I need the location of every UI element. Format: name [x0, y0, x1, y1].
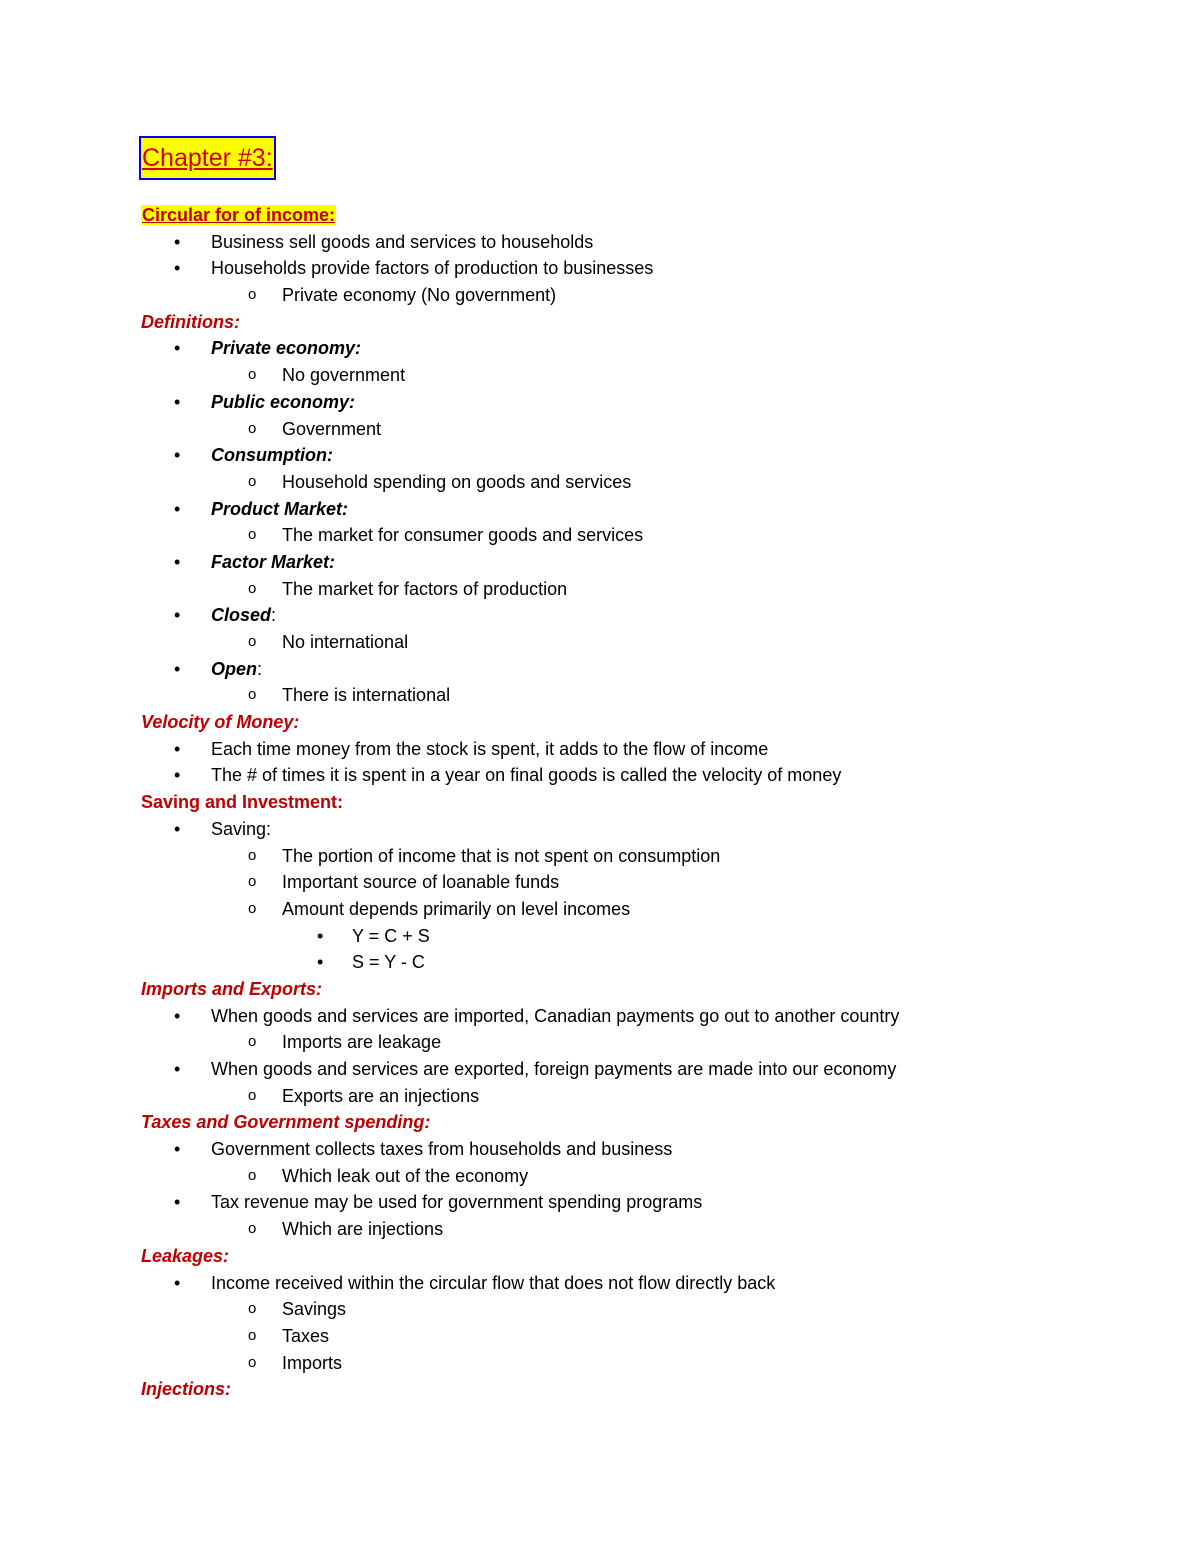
list-item — [141, 576, 1141, 603]
list-item — [141, 602, 1141, 629]
list-item — [141, 1216, 1141, 1243]
bullet-icon: • — [174, 818, 181, 839]
list-item — [141, 843, 1141, 870]
section-heading-injections: Injections: — [141, 1379, 232, 1400]
chapter-title: Chapter #3: — [141, 138, 274, 178]
term-colon: : — [271, 605, 277, 626]
list-item — [141, 362, 1141, 389]
definition-term: Open — [211, 658, 258, 679]
bullet-icon: • — [174, 551, 181, 572]
list-item — [141, 869, 1141, 896]
definition-term: Consumption: — [211, 445, 333, 466]
circle-bullet-icon: o — [248, 286, 257, 304]
circle-bullet-icon: o — [248, 526, 257, 544]
circle-bullet-icon: o — [248, 1086, 257, 1104]
list-item — [141, 949, 1141, 976]
list-item — [141, 762, 1141, 789]
item-text: Private economy (No government) — [282, 285, 557, 306]
list-item — [141, 923, 1141, 950]
circle-bullet-icon: o — [248, 472, 257, 490]
list-item — [141, 416, 1141, 443]
list-item — [141, 1003, 1141, 1030]
list-item — [141, 496, 1141, 523]
item-text: Saving: — [211, 818, 272, 839]
item-text: Government collects taxes from households and business — [211, 1139, 673, 1160]
list-item — [141, 522, 1141, 549]
list-item — [141, 896, 1141, 923]
list-item — [141, 1163, 1141, 1190]
item-text: The market for consumer goods and services — [282, 525, 644, 546]
bullet-icon: • — [174, 658, 181, 679]
definition-term: Closed — [211, 605, 272, 626]
definition-term: Private economy: — [211, 338, 362, 359]
bullet-icon: • — [174, 258, 181, 279]
definition-term: Factor Market: — [211, 551, 336, 572]
item-text: When goods and services are exported, foreign payments are made into our economy — [211, 1059, 897, 1079]
circle-bullet-icon: o — [248, 1353, 257, 1371]
circle-bullet-icon: o — [248, 686, 257, 704]
list-item — [141, 229, 1141, 256]
section-heading-imports: Imports and Exports: — [141, 978, 323, 999]
item-text: Which leak out of the economy — [282, 1165, 529, 1186]
circle-bullet-icon: o — [248, 1166, 257, 1184]
bullet-icon: • — [174, 1059, 181, 1079]
list-item — [141, 682, 1141, 709]
section-heading-velocity: Velocity of Money: — [141, 712, 300, 733]
heading-text: Circular for of income: — [142, 205, 336, 225]
circle-bullet-icon: o — [248, 1326, 257, 1344]
bullet-icon: • — [174, 231, 181, 252]
list-item — [141, 1350, 1141, 1377]
bullet-icon: • — [174, 738, 181, 759]
bullet-icon: • — [174, 1005, 181, 1026]
item-text: Taxes — [282, 1325, 330, 1346]
item-text: There is international — [282, 685, 451, 706]
list-item — [141, 255, 1141, 282]
item-text: The market for factors of production — [282, 578, 568, 599]
bullet-icon: • — [174, 1272, 181, 1293]
list-item — [141, 656, 1141, 683]
bullet-icon: • — [174, 765, 181, 786]
circle-bullet-icon: o — [248, 579, 257, 597]
list-item — [141, 1189, 1141, 1216]
item-text: Savings — [282, 1299, 347, 1320]
item-text: Amount depends primarily on level incomes — [282, 898, 631, 919]
list-item — [141, 629, 1141, 656]
list-item — [141, 1323, 1141, 1350]
circle-bullet-icon: o — [248, 419, 257, 437]
item-text: Income received within the circular flow that does not flow directly back — [211, 1272, 776, 1293]
list-item — [141, 389, 1141, 416]
bullet-icon: • — [174, 338, 181, 359]
definition-term: Product Market: — [211, 498, 349, 519]
bullet-icon: • — [174, 1192, 181, 1213]
formula-text: S = Y - C — [352, 952, 425, 973]
section-heading-saving: Saving and Investment: — [141, 792, 344, 813]
item-text: Which are injections — [282, 1219, 444, 1240]
list-item — [141, 549, 1141, 576]
list-item — [141, 1056, 1141, 1083]
item-text: Important source of loanable funds — [282, 872, 560, 893]
list-item — [141, 1270, 1141, 1297]
list-item — [141, 442, 1141, 469]
document-page — [141, 138, 1141, 1403]
item-text: Government — [282, 418, 382, 439]
bullet-icon: • — [174, 391, 181, 412]
item-text: When goods and services are imported, Canadian payments go out to another country — [211, 1005, 900, 1026]
item-text: Exports are an injections — [282, 1085, 480, 1106]
title-wrap — [141, 138, 1141, 180]
bullet-icon: • — [174, 498, 181, 519]
circle-bullet-icon: o — [248, 1033, 257, 1051]
circle-bullet-icon: o — [248, 846, 257, 864]
item-text: The portion of income that is not spent on consumption — [282, 845, 721, 866]
section-heading-taxes: Taxes and Government spending: — [141, 1112, 431, 1133]
circle-bullet-icon: o — [248, 899, 257, 917]
bullet-icon: • — [317, 952, 324, 973]
item-text: The # of times it is spent in a year on final goods is called the velocity of money — [211, 765, 842, 786]
circle-bullet-icon: o — [248, 1300, 257, 1318]
list-item — [141, 816, 1141, 843]
section-heading-leakages: Leakages: — [141, 1245, 230, 1266]
item-text: Each time money from the stock is spent, it adds to the flow of income — [211, 738, 769, 759]
definition-term: Public economy: — [211, 391, 356, 412]
item-text: Imports — [282, 1352, 343, 1373]
list-item — [141, 736, 1141, 763]
list-item — [141, 1029, 1141, 1056]
item-text: Household spending on goods and services — [282, 471, 632, 492]
item-text: Imports are leakage — [282, 1032, 442, 1053]
bullet-icon: • — [317, 925, 324, 946]
bullet-icon: • — [174, 1139, 181, 1160]
list-item — [141, 1296, 1141, 1323]
list-item — [141, 282, 1141, 309]
item-text: No government — [282, 365, 406, 386]
list-item — [141, 1083, 1141, 1110]
item-text: Households provide factors of production to businesses — [211, 258, 654, 279]
term-colon: : — [257, 658, 263, 679]
circle-bullet-icon: o — [248, 366, 257, 384]
bullet-icon: • — [174, 605, 181, 626]
list-item — [141, 335, 1141, 362]
list-item — [141, 1136, 1141, 1163]
circle-bullet-icon: o — [248, 1220, 257, 1238]
section-heading-definitions: Definitions: — [141, 311, 240, 332]
formula-text: Y = C + S — [352, 925, 430, 946]
item-text: Tax revenue may be used for government spending programs — [211, 1192, 703, 1213]
circle-bullet-icon: o — [248, 633, 257, 650]
item-text: No international — [282, 632, 409, 652]
list-item — [141, 469, 1141, 496]
bullet-icon: • — [174, 445, 181, 466]
item-text: Business sell goods and services to households — [211, 231, 594, 252]
section-heading-circular — [141, 202, 1141, 229]
circle-bullet-icon: o — [248, 873, 257, 891]
